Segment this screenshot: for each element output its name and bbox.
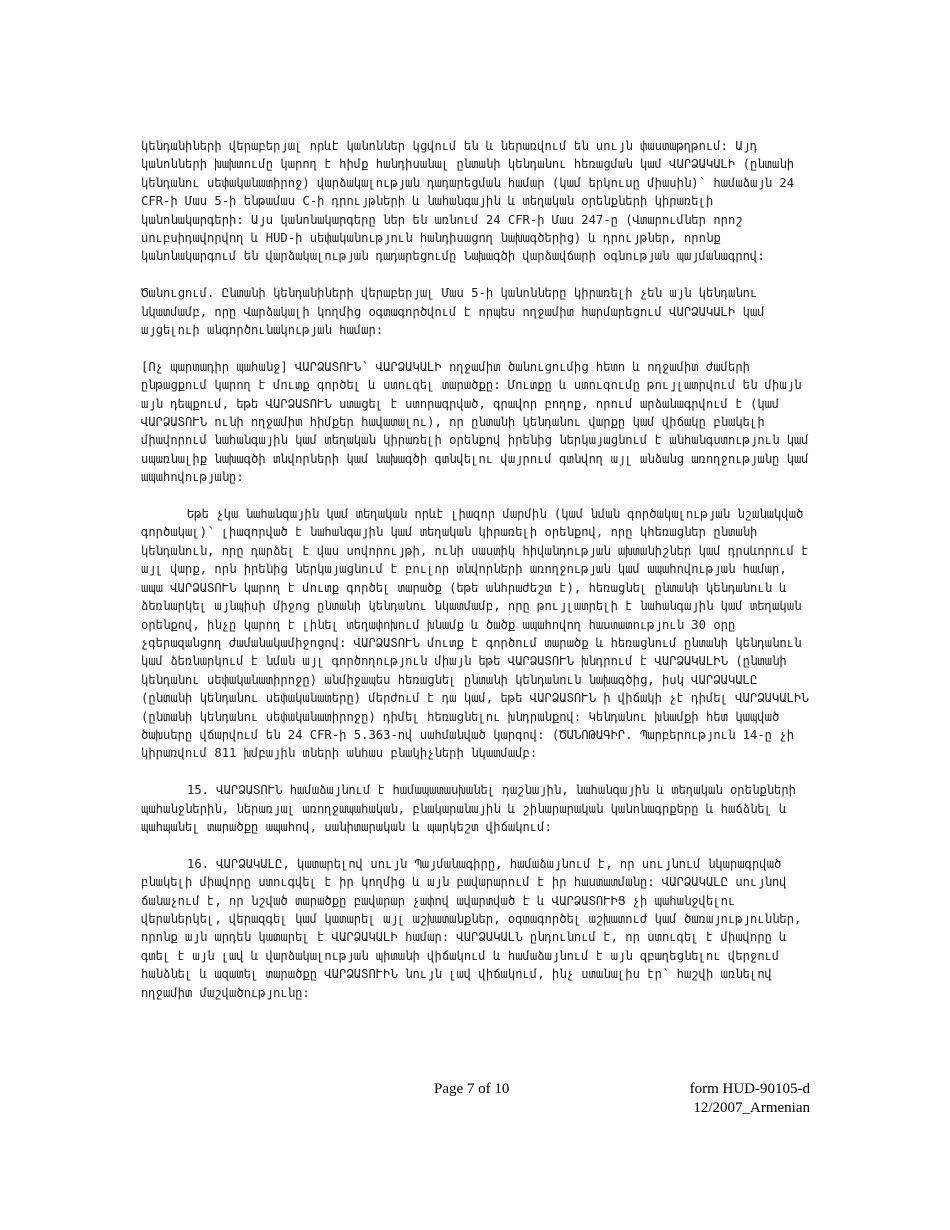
- paragraph-optional-inspection: [Ոչ պարտադիր պահանջ] ՎԱՐՁԱՏՈՒՆ՝ ՎԱՐՁԱԿԱԼԻ ողջամիտ ծանուցումից հետո և ողջամիտ ժամերի ընթացքում կարող է մուտք գործել և ստուգել տարածքը: Մուտքը և ստուգումը թույլատրվում են միայն այն դեպքում, եթե ՎԱՐՁԱՏՈՒՆ ստացել է ստորագրված, գրավոր բողոք, որում արձանագրվում է (կամ ՎԱՐՁԱՏՈՒՆ ունի ողջամիտ հիմքեր հավատալու), որ ընտանի կենդանու վարքը կամ վիճակը բնակելի միավորում նահանգային կամ տեղական կիրառելի օրենքով իրենից ներկայացնում է անհանգստություն կամ սպառնալիք նախագծի տնվորների կամ նախագծի գտնվելու վայրում գտնվող այլ անձանց առողջությանը կամ ապահովությանը:: [141, 359, 809, 485]
- form-identifier: [690, 1080, 810, 1118]
- form-number: form HUD-90105-d: [689, 1081, 810, 1097]
- paragraph-15-compliance: 15. ՎԱՐՁԱՏՈՒՆ համաձայնում է համապատասխանել դաշնային, նահանգային և տեղական օրենքների պահանջներին, ներառյալ առողջապահական, բնակարանային և շինարարական կանոնագրքերը և հաճձնել և պահպանել տարածքը ապահով, սանիտարական և պարկեշտ վիճակում:: [141, 783, 797, 834]
- form-version: 12/2007_Armenian: [693, 1100, 810, 1116]
- paragraph-16-unit-inspection: 16. ՎԱՐՁԱԿԱԼԸ, կատարելով սույն Պայմանագիրը, համաձայնում է, որ սույնում նկարագրված բնակելի միավորը ստուգվել է իր կողմից և այն բավարարում է իր հաստատմանը: ՎԱՐՁԱԿԱԼԸ սույնով ճանաչում է, որ նշված տարածքը բավարար չափով ավարտված է և ՎԱՐՁԱՏՈՒԻՑ չի պահանջվելու վերաներկել, վերազգել կամ կատարել այլ աշխատանքներ, օգտագործել աշխատուժ կամ ծառայություններ, որոնք այն արդեն կատարել է ՎԱՐՁԱԿԱԼԻ համար: ՎԱՐՁԱԿԱԼՆ ընդունում է, որ ստուգել է միավորը և գտել է այն լավ և վարձակալության պիտանի վիճակում և համաձայնում է այն զբաղեցնելու վերջում հանձնել և ազատել տարածքը ՎԱՐՁԱՏՈՒԻՆ նույն լավ վիճակում, ինչ ստանալիս էր՝ հաշվի առնելով ողջամիտ մաշվածությունը:: [141, 856, 802, 1000]
- page-number: Page 7 of 10: [434, 1081, 510, 1097]
- document-body: [141, 137, 816, 1020]
- paragraph-notice-reasonable-accommodation: Ծանուցում. Ընտանի կենդանիների վերաբերյալ Մաս 5-ի կանոնները կիրառելի չեն այն կենդանու նկատմամբ, որը Վարձակալի կողմից օգտագործվում է որպես ողջամիտ հարմարեցում ՎԱՐՁԱԿԱԼԻ կամ այցելուի անգործունակության համար:: [141, 286, 765, 338]
- paragraph-pet-removal: Եթե չկա նահանգային կամ տեղական որևէ լիազոր մարմին (կամ նման գործակալության նշանակված գործակալ)՝ լիազորված է նահանգային կամ տեղական կիրառելի օրենքով, որը կհեռացներ ընտանի կենդանուն, որը դարձել է վաս սովորույթի, ունի սաստիկ հիվանդության ախտանիշներ կամ դրսևորում է այլ վարք, որն իրենից ներկայացնում է բուլոր տնվորների առողջության կամ ապահովության համար, ապա ՎԱՐՁԱՏՈՒՆ կարող է մուտք գործել տարածք (եթե անհրաժեշտ է), հեռացնել ընտանի կենդանուն և ձեռնարկել այնպիսի միջոց ընտանի կենդանու նկատմամբ, որը թույլատրելի է նահանգային կամ տեղական օրենքով, ինչը կարող է լինել տեղափոխում խնամք և ծածք ապահովող հաստատություն 30 օրը չգերազանցող ժամանակամիջոցով: ՎԱՐՁԱՏՈՒՆ մուտք է գործում տարածք և հեռացնում ընտանի կենդանուն կամ ձեռնարկում է նման այլ գործողություն միայն եթե ՎԱՐՁԱՏՈՒՆ խնդրում է ՎԱՐՁԱԿԱԼԻՆ (ընտանի կենդանու սեփականատիրոջը) անմիջապես հեռացնել ընտանի կենդանուն նախագծից, իսկ ՎԱՐՁԱԿԱԼԸ (ընտանի կենդանու սեփականատերը) մերժում է դա կամ, եթե ՎԱՐՁԱՏՈՒՆ ի վիճակի չէ դիմել ՎԱՐՁԱԿԱԼԻՆ (ընտանի կենդանու սեփականատիրոջը) դիմել հեռացնելու խնդրանքով: Կենդանու խնամքի հետ կապված ծախսերը վճարվում են 24 CFR-ի 5.363-ով սահմանված կարգով: (ԾԱՆՈԹԱԳԻՐ. Պարբերություն 14-ը չի կիրառվում 811 խմբային տների անհաս բնակիչների նկատմամբ:: [141, 507, 809, 761]
- paragraph-pet-rules-violation: կենդանիների վերաբերյալ որևէ կանոններ կցվում են և ներառվում են սույն փաստաթղթում: Այդ կանոնների խախտումը կարող է հիմք հանդիսանալ ընտանի կենդանու հեռացման կամ ՎԱՐՁԱԿԱԼԻ (ընտանի կենդանու սեփականատիրոջ) վարձակալության դադարեցման համար (կամ երկուսը միասին)՝ համաձայն 24 CFR-ի Մաս 5-ի ենթամաս C-ի դրույթների և նահանգային և տեղական օրենքների կիրառելի կանոնակարգերի: Այս կանոնակարգերը ներ են առնում 24 CFR-ի Մաս 247-ը (Վտարումներ որոշ սուբսիդավորվող և HUD-ի սեփականություն հանդիսացող նախագծերից) և դրույթներ, որոնք կանոնակարգում են վարձակալության դադարեցումը Նախագծի վարձավճարի օգնության պայմանագրով:: [141, 139, 795, 264]
